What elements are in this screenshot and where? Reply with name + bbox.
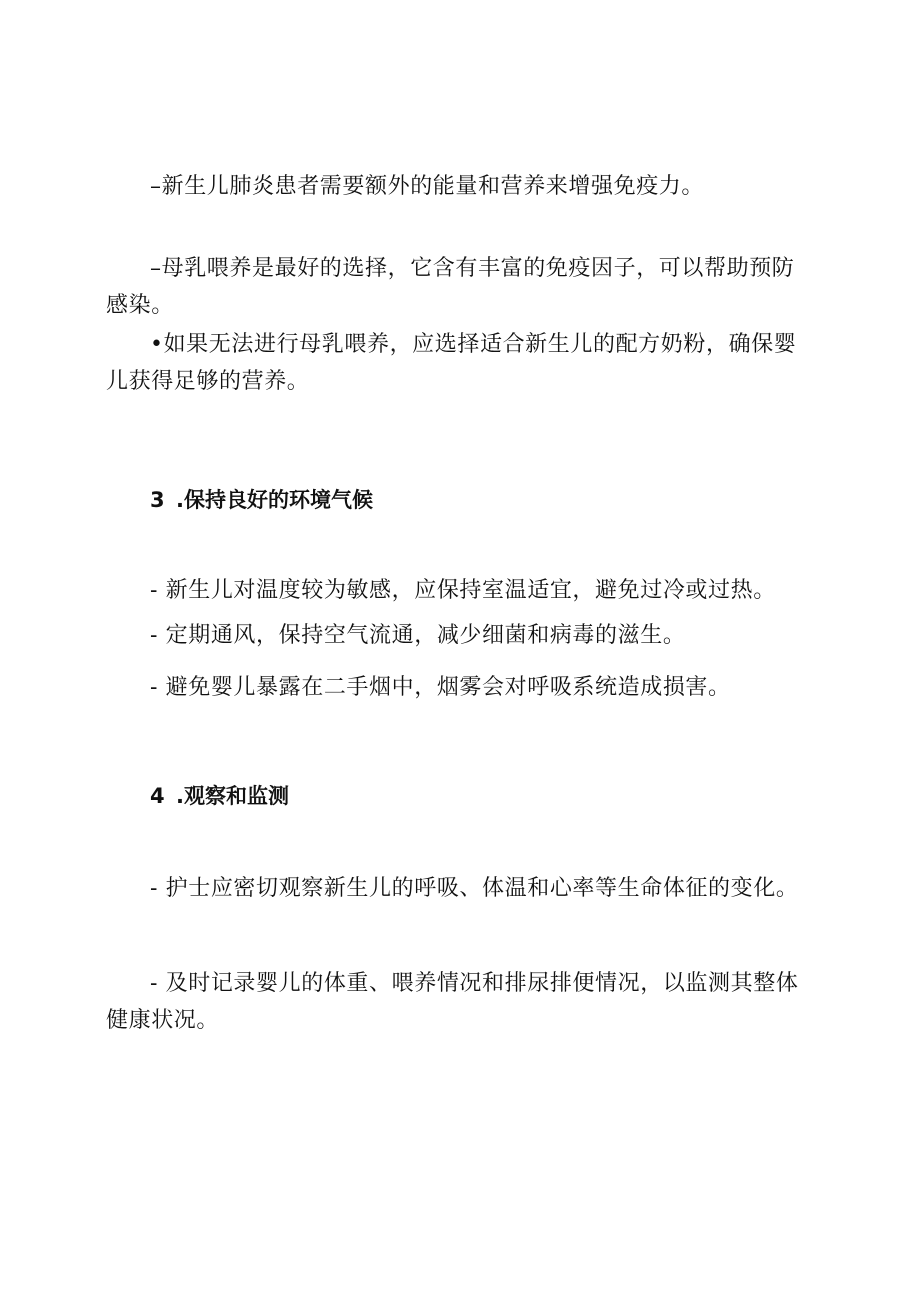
monitoring-item-vitals: - 护士应密切观察新生儿的呼吸、体温和心率等生命体征的变化。: [150, 876, 799, 901]
environment-item-smoke: - 避免婴儿暴露在二手烟中，烟雾会对呼吸系统造成损害。: [150, 675, 731, 700]
section-3-heading: [150, 485, 373, 515]
section-4-heading: [150, 781, 289, 811]
section-3-title: .保持良好的环境气候: [176, 488, 373, 512]
nutrition-item-breastfeeding: –母乳喂养是最好的选择，它含有丰富的免疫因子，可以帮助预防感染。: [106, 256, 795, 318]
environment-item-ventilation: - 定期通风，保持空气流通，减少细菌和病毒的滋生。: [150, 623, 686, 648]
nutrition-item-energy: –新生儿肺炎患者需要额外的能量和营养来增强免疫力。: [150, 174, 705, 199]
environment-item-temperature: - 新生儿对温度较为敏感，应保持室温适宜，避免过冷或过热。: [150, 578, 776, 603]
section-4-title: .观察和监测: [176, 784, 289, 808]
nutrition-item-formula: •如果无法进行母乳喂养，应选择适合新生儿的配方奶粉，确保婴儿获得足够的营养。: [106, 332, 797, 394]
section-4-number: 4: [150, 784, 165, 808]
section-3-number: 3: [150, 488, 165, 512]
monitoring-item-records: - 及时记录婴儿的体重、喂养情况和排尿排便情况，以监测其整体健康状况。: [106, 971, 799, 1033]
